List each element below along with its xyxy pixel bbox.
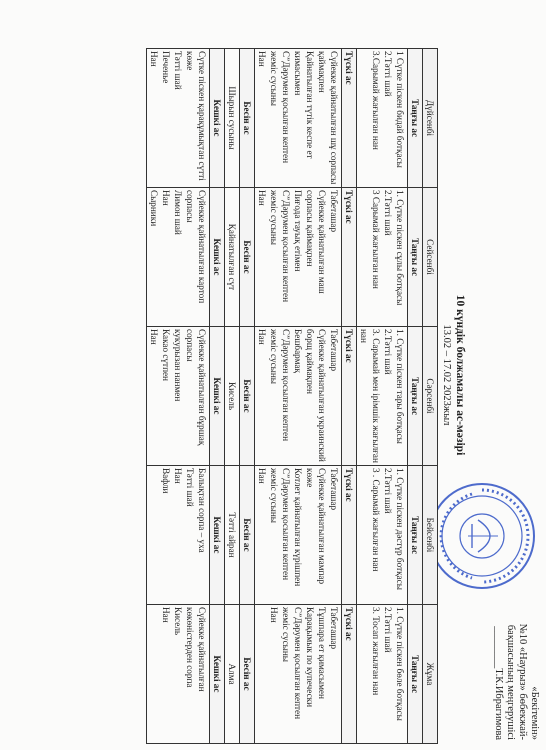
dish: С”Дәрумен қосылған кептен жеміс сусыны — [269, 468, 291, 581]
meal-header-row — [408, 49, 423, 744]
dish: Сүйекке қайнатылған мампар көже — [305, 468, 327, 585]
menu-cell — [255, 466, 342, 605]
snack-row — [225, 49, 240, 744]
dish: 1. Сүтке піскен тары ботқасы — [395, 329, 405, 444]
menu-cell — [147, 605, 210, 744]
meal-header: Бесін ас — [240, 605, 255, 744]
dish: Сүйекке қайнатылған көкөністерден сорпа — [185, 607, 207, 692]
menu-cell — [255, 605, 342, 744]
menu-table — [146, 48, 438, 744]
dish: Балықтан сорпа – уха — [197, 468, 207, 553]
dish: Тәтті шай — [185, 468, 195, 507]
date-range: 13.02 – 17.02 2023жыл — [441, 324, 452, 426]
meal-header: Таңғы ас — [408, 188, 423, 327]
dish: 1 Сүтке піскен бидай ботқасы — [395, 51, 405, 168]
menu-cell: Кисель — [225, 327, 240, 466]
menu-cell — [147, 188, 210, 327]
dish: 3. Тосап жағылған нан — [371, 607, 381, 696]
dish: Нан — [149, 51, 159, 67]
page-title: 10 күндік болжамалы ас-мәзірі — [454, 294, 466, 456]
dish: 3 . Сарымай жағылған нан — [371, 468, 381, 572]
dish: Сүйекке қайнатылған бұршақ сорпасы — [185, 329, 207, 446]
meal-header: Таңғы ас — [408, 327, 423, 466]
day-header: Сейсенбі — [423, 188, 438, 327]
dish: 2.Тәтті шай — [383, 468, 393, 514]
meal-header: Таңғы ас — [408, 49, 423, 188]
dish: 3 Сарымай жағылған нан — [371, 190, 381, 289]
dish: 2.Тәтті шай — [383, 51, 393, 97]
meal-header: Кешкі ас — [210, 188, 225, 327]
dish: С”Дәрумен қосылған кептен жеміс сусыны — [281, 607, 303, 720]
dish: С”Дәрумен қосылған кептен жеміс сусыны — [269, 329, 291, 442]
dish: 1. Сүтке піскен дәстүр ботқасы — [395, 468, 405, 590]
dish: Сүйекке қайнатылған шұ сорпасы қаймақпен — [317, 51, 339, 185]
menu-cell — [147, 466, 210, 605]
dish: 2.Тәтті шай — [383, 190, 393, 236]
dish: Тұшпара ет қимасымен — [317, 607, 327, 699]
meal-header: Таңғы ас — [408, 466, 423, 605]
menu-cell — [357, 466, 408, 605]
meal-header-row — [342, 49, 357, 744]
meal-header: Бесін ас — [240, 49, 255, 188]
menu-cell — [357, 327, 408, 466]
dish: 2.Тәтті шай — [383, 607, 393, 653]
day-header: Жұма — [423, 605, 438, 744]
dish: 3. Сарымай мен ірімшік жағылған нан — [359, 329, 381, 463]
menu-cell: Қайнатылған сүт — [225, 188, 240, 327]
day-header: Сәрсенбі — [423, 327, 438, 466]
dish: Сүйекке қайнатылған картоп сорпасы — [185, 190, 207, 304]
menu-cell: Шырын сусыны — [225, 49, 240, 188]
dish: 3.Сарымай жағылған нан — [371, 51, 381, 150]
menu-cell — [357, 605, 408, 744]
approval-line: ________Т.К.Ибрагимова — [493, 626, 504, 740]
dish: Карақымык по купечески — [305, 607, 315, 708]
dish: 1. Сүтке піскен бөле ботқасы — [395, 607, 405, 721]
menu-cell — [255, 327, 342, 466]
dish: Тәтті шай — [173, 51, 183, 90]
meal-header: Түскі ас — [342, 49, 357, 188]
menu-cell — [147, 49, 210, 188]
dish: Нан — [173, 468, 183, 484]
meal-header: Түскі ас — [342, 188, 357, 327]
dish: Сырники — [149, 190, 159, 227]
approval-line: «Бекітемін» — [529, 686, 540, 740]
dish: Сүйекке қайнатылған маш сорпасы қаймақпен — [305, 190, 327, 294]
menu-cell — [357, 188, 408, 327]
dish: С”Дәрумен қосылған кептен жеміс сусыны — [269, 51, 291, 164]
dish: Табеташар — [329, 190, 339, 233]
dish: Пиғода тауық етімен — [293, 190, 303, 272]
meal-header: Түскі ас — [342, 605, 357, 744]
approval-line: бақшасының меңгерушісі — [505, 624, 516, 740]
dish: Нан — [161, 190, 171, 206]
dish: С”Дәрумен қосылған кептен жеміс сусыны — [269, 190, 291, 303]
menu-cell: Тәтті айран — [225, 466, 240, 605]
dish: Сүйекке қайнатылған украинский борщ қаймақпен — [305, 329, 327, 462]
meal-header: Бесін ас — [240, 466, 255, 605]
meal-header: Түскі ас — [342, 327, 357, 466]
dish: 1. Сүтке піскен сұлы ботқасы — [395, 190, 405, 306]
dish: Табеташар — [329, 468, 339, 511]
menu-cell — [147, 327, 210, 466]
dish: Табеташар — [329, 607, 339, 650]
dish: Печенье — [161, 51, 171, 84]
meal-header-row — [210, 49, 225, 744]
meal-header: Бесін ас — [240, 188, 255, 327]
lunch-row — [255, 49, 342, 744]
meal-header-row — [240, 49, 255, 744]
dish: 2.Тәтті шай — [383, 329, 393, 375]
dish: Нан — [161, 607, 171, 623]
meal-header: Кешкі ас — [210, 466, 225, 605]
dish: Нан — [257, 51, 267, 67]
dish: Котлет қайнатылған күрішпен — [293, 468, 303, 587]
meal-header: Бесін ас — [240, 327, 255, 466]
dish: Табеташар — [329, 329, 339, 372]
dish: Кисель — [173, 607, 183, 636]
breakfast-row — [357, 49, 408, 744]
day-header: Дүйсенбі — [423, 49, 438, 188]
dish: Нан — [269, 607, 279, 623]
dish: Бешбармақ — [293, 329, 303, 373]
dish: Нан — [257, 190, 267, 206]
meal-header: Кешкі ас — [210, 49, 225, 188]
dish: Лимон шай — [173, 190, 183, 235]
dinner-row — [147, 49, 210, 744]
day-header: Бейсенбі — [423, 466, 438, 605]
meal-header: Түскі ас — [342, 466, 357, 605]
menu-cell — [357, 49, 408, 188]
meal-header: Кешкі ас — [210, 327, 225, 466]
dish: Нан — [257, 329, 267, 345]
meal-header: Кешкі ас — [210, 605, 225, 744]
approval-line: №10 «Наурыз» бөбекжай- — [517, 623, 528, 740]
dish: Нан — [257, 468, 267, 484]
dish: Какао сүтпен — [161, 329, 171, 381]
meal-header: Таңғы ас — [408, 605, 423, 744]
menu-cell: Алма — [225, 605, 240, 744]
menu-cell — [255, 49, 342, 188]
dish: кукурызан нанмен — [173, 329, 183, 402]
dish: Вафли — [161, 468, 171, 494]
dish: Қайнатылған түтік кеспе ет кимасымен — [293, 51, 315, 159]
dish: Нан — [149, 329, 159, 345]
dish: Сүтке піскен қарақұмықтан сүтті көже — [185, 51, 207, 181]
day-header-row — [423, 49, 438, 744]
menu-cell — [255, 188, 342, 327]
